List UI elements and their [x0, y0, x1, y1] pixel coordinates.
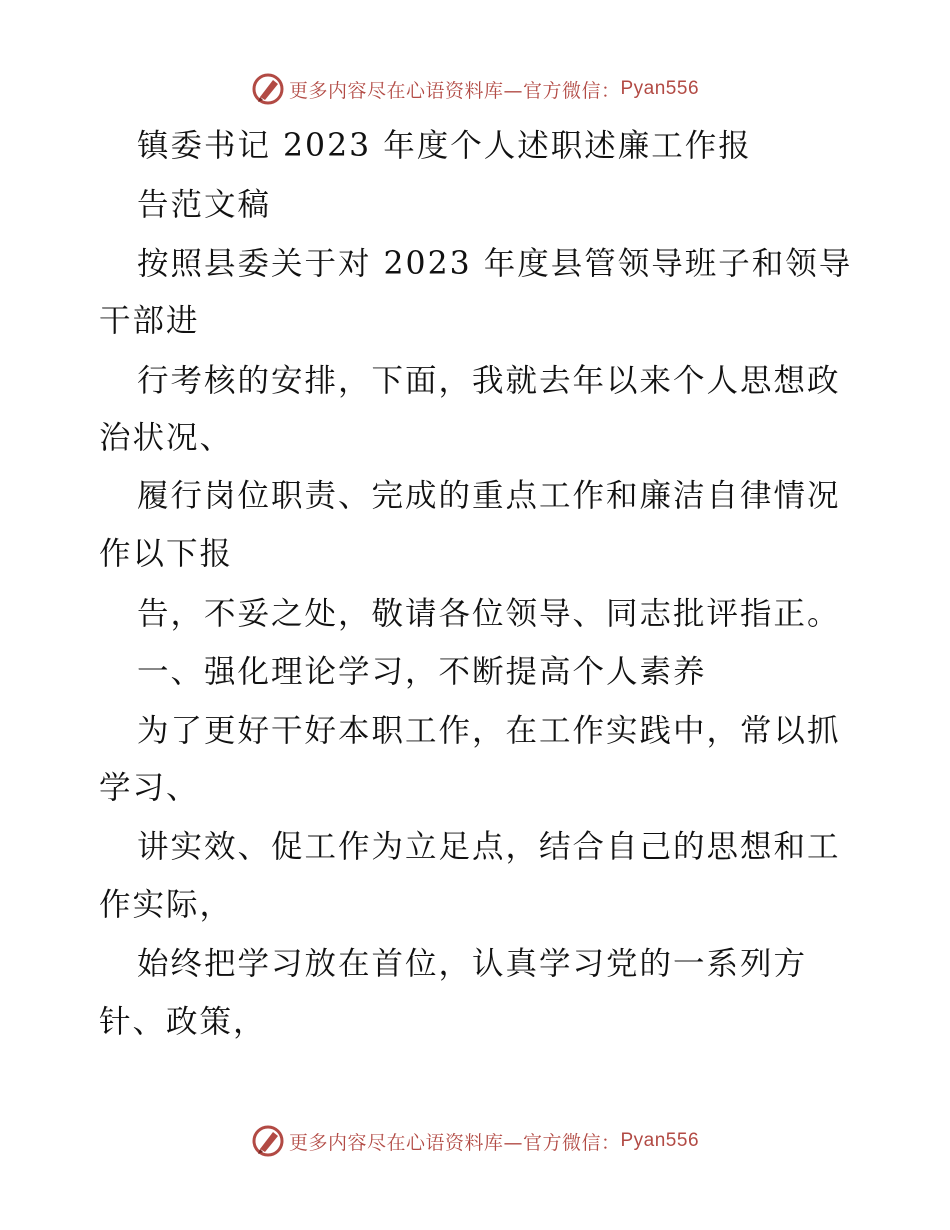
footer-watermark [0, 1124, 950, 1158]
paragraph-line: 作以下报 [99, 536, 234, 572]
banner-wechat-id: Pyan556 [620, 78, 700, 99]
banner-wechat-id: Pyan556 [620, 1130, 700, 1151]
paragraph-line: 始终把学习放在首位，认真学习党的一系列方 [137, 946, 808, 982]
paragraph-line: 针、政策， [99, 1004, 267, 1040]
paragraph-line: 履行岗位职责、完成的重点工作和廉洁自律情况 [137, 478, 841, 514]
paragraph-line: 告，不妥之处，敬请各位领导、同志批评指正。 [137, 596, 841, 632]
pen-logo-icon [251, 72, 285, 106]
banner-text: 更多内容尽在心语资料库—官方微信： [288, 79, 621, 102]
doc-title-line-2: 告范文稿 [137, 187, 272, 223]
paragraph-line: 干部进 [99, 303, 200, 339]
section-heading: 一、强化理论学习，不断提高个人素养 [137, 654, 707, 690]
paragraph-line: 作实际， [99, 887, 234, 923]
doc-title-line-1: 镇委书记 2023 年度个人述职述廉工作报 [137, 128, 752, 164]
pen-logo-icon [251, 1124, 285, 1158]
header-watermark [0, 72, 950, 106]
paragraph-line: 按照县委关于对 2023 年度县管领导班子和领导 [137, 246, 853, 282]
paragraph-line: 为了更好干好本职工作，在工作实践中，常以抓 [137, 713, 841, 749]
banner-text: 更多内容尽在心语资料库—官方微信： [288, 1131, 621, 1154]
paragraph-line: 行考核的安排，下面，我就去年以来个人思想政 [137, 363, 841, 399]
paragraph-line: 讲实效、促工作为立足点，结合自己的思想和工 [137, 829, 841, 865]
paragraph-line: 治状况、 [99, 420, 234, 456]
paragraph-line: 学习、 [99, 770, 200, 806]
